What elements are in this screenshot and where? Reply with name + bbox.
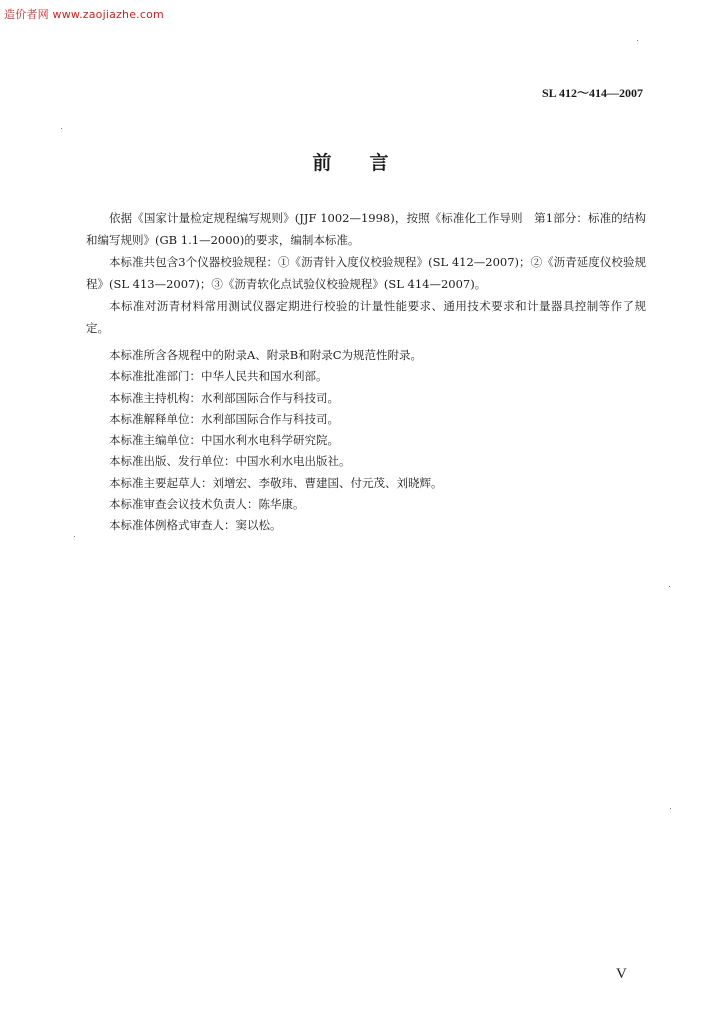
scan-speck bbox=[61, 128, 62, 129]
watermark-text: 造价者网 www.zaojiazhe.com bbox=[4, 8, 164, 21]
standard-code: SL 412～414—2007 bbox=[541, 86, 643, 100]
scan-speck bbox=[670, 808, 671, 809]
info-line-format-reviewer: 本标准体例格式审查人：窦以松。 bbox=[109, 518, 282, 533]
page-title-char-1: 前 bbox=[312, 152, 332, 174]
paragraph-basis: 依据《国家计量检定规程编写规则》(JJF 1002—1998)，按照《标准化工作导则 第1部分：标准的结构和编写规则》(GB 1.1—2000)的要求，编制本标准。 bbox=[86, 211, 646, 247]
info-line-drafters: 本标准主要起草人：刘增宏、李敬玮、曹建国、付元茂、刘晓辉。 bbox=[109, 475, 443, 490]
info-line-publisher: 本标准出版、发行单位：中国水利水电出版社。 bbox=[109, 454, 351, 469]
page-title-char-2: 言 bbox=[369, 152, 389, 174]
info-line-interpretation: 本标准解释单位：水利部国际合作与科技司。 bbox=[109, 411, 339, 426]
paragraph-contents: 本标准共包含3个仪器校验规程：①《沥青针入度仪校验规程》(SL 412—2007)；②《沥青延度仪校验规程》(SL 413—2007)；③《沥青软化点试验仪校验规程》(SL 414—2007)。 bbox=[86, 255, 646, 291]
scan-speck bbox=[669, 586, 670, 587]
info-line-approval: 本标准批准部门：中华人民共和国水利部。 bbox=[109, 369, 328, 384]
standard-info-list bbox=[86, 345, 646, 537]
paragraph-scope: 本标准对沥青材料常用测试仪器定期进行校验的计量性能要求、通用技术要求和计量器具控制等作了规定。 bbox=[86, 299, 646, 335]
page-number: V bbox=[616, 966, 627, 982]
scan-speck bbox=[637, 40, 638, 41]
info-line-host: 本标准主持机构：水利部国际合作与科技司。 bbox=[109, 390, 339, 405]
scan-speck bbox=[74, 536, 75, 537]
info-line-appendix: 本标准所含各规程中的附录A、附录B和附录C为规范性附录。 bbox=[109, 348, 423, 362]
page-title bbox=[0, 148, 701, 175]
info-line-chief-editor: 本标准主编单位：中国水利水电科学研究院。 bbox=[109, 433, 339, 448]
info-line-review-lead: 本标准审查会议技术负责人：陈华康。 bbox=[109, 497, 305, 512]
preface-body bbox=[86, 207, 646, 339]
